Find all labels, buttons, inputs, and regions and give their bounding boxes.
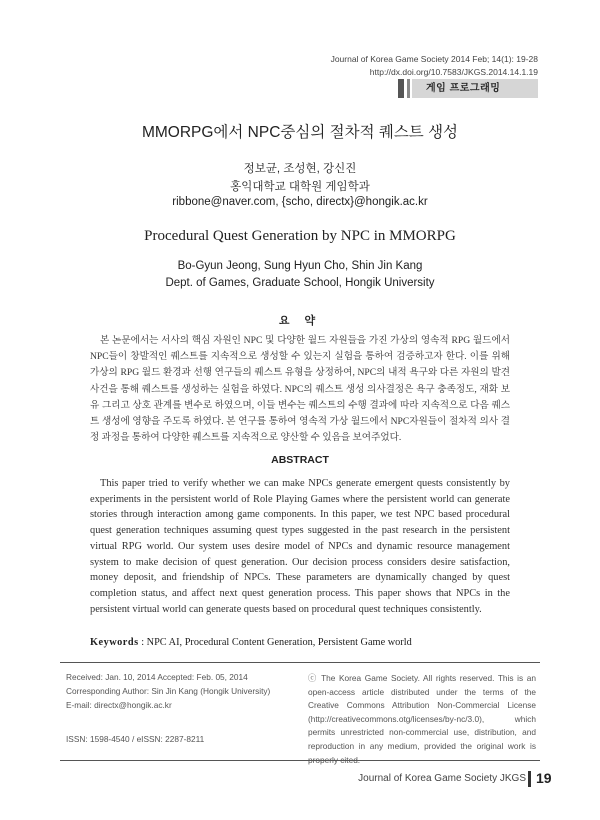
keywords-label: Keywords [90,637,139,648]
footer-divider [60,760,540,761]
footnote-divider [60,662,540,663]
paper-title-english: Procedural Quest Generation by NPC in MMORPG [144,228,456,244]
authors-english: Bo-Gyun Jeong, Sung Hyun Cho, Shin Jin Kang [177,260,423,272]
abstract-english-heading: ABSTRACT [271,454,329,466]
keywords-separator: : [138,637,147,648]
category-label: 게임 프로그래밍 [412,79,538,98]
corresponding-author: Corresponding Author: Sin Jin Kang (Hongik University) [66,686,271,696]
abstract-korean-heading: 요 약 [278,315,322,327]
abstract-korean-text: 본 논문에서는 서사의 핵심 자원인 NPC 및 다양한 월드 자원들을 가진 가상의 영속적 RPG 월드에서 NPC들이 창발적인 퀘스트를 지속적으로 생성할 수 있는지 실험을 통하여 검증하고자 한다. 이를 위해 가상의 RPG 월드 환경과 선행 연구들의 퀘스트 유형을 상정하여, NPC의 내적 욕구와 다른 자원의 발견 사건을 통해 퀘스트를 생성하는 실험을 하였다. NPC의 퀘스트 생성 의사결정은 욕구 충족정도, 재화 보유 그리고 상호 관계를 변수로 하였으며, 이들 변수는 퀘스트의 수행 결과에 따라 지속적으로 다음 퀘스트 생성에 영향을 주도록 하였다. 본 연구를 통하여 영속적 가상 월드에서 NPC자원들이 절차적 의사 결정 과정을 통하여 다양한 퀘스트를 지속적으로 양산할 수 있음을 보여주었다. [90,335,510,444]
doi-link[interactable]: http://dx.doi.org/10.7583/JKGS.2014.14.1.19 [369,67,538,77]
page-number: 19 [536,770,552,786]
footer-journal-name: Journal of Korea Game Society JKGS [358,773,526,784]
corresponding-email: E-mail: directx@hongik.ac.kr [66,700,172,710]
keywords-line [90,637,530,648]
category-banner [398,79,538,98]
issn-line: ISSN: 1598-4540 / eISSN: 2287-8211 [66,734,205,744]
abstract-english-text: This paper tried to verify whether we can make NPCs generate emergent quests consistently by experiments in the persistent world of Role Playing Games where the persistent world can generate stories through interaction among game components. In this paper, we test NPC based procedural quest generation techniques assuming quest types suggested in the past research in the persistent virtual RPG world. Our system uses desire model of NPCs and dynamic resource management system to make decision of quest generation. Our decision process considers desire satisfaction, money deposit, and friendship of NPCs. These parameters are dynamically changed by quest completion status, and affect next quest generation process. This paper shows that NPCs in the persistent virtual world can generate quests based on procedural quest techniques consistently. [90,478,510,615]
authors-korean: 정보균, 조성현, 강신진 [243,163,357,175]
footer-separator-bar [528,771,531,787]
keywords-value: NPC AI, Procedural Content Generation, Persistent Game world [146,637,412,648]
received-accepted-dates: Received: Jan. 10, 2014 Accepted: Feb. 05, 2014 [66,672,248,682]
license-notice: ⓒ The Korea Game Society. All rights reserved. This is an open-access article distributed under the terms of the Creative Commons Attribution Non-Commercial License (http://creativecommons.otg/licenses/by-nc/3.0), which permits unrestricted non-commercial use, distribution, and reproduction in any medium, provided the original work is properly cited. [308,673,536,765]
affiliation-english: Dept. of Games, Graduate School, Hongik University [165,277,435,289]
author-emails: ribbone@naver.com, {scho, directx}@hongik.ac.kr [172,196,428,208]
paper-title-korean: MMORPG에서 NPC중심의 절차적 퀘스트 생성 [141,124,459,141]
journal-citation-line: Journal of Korea Game Society 2014 Feb; 14(1): 19-28 [330,54,538,64]
affiliation-korean: 홍익대학교 대학원 게임학과 [230,181,370,193]
